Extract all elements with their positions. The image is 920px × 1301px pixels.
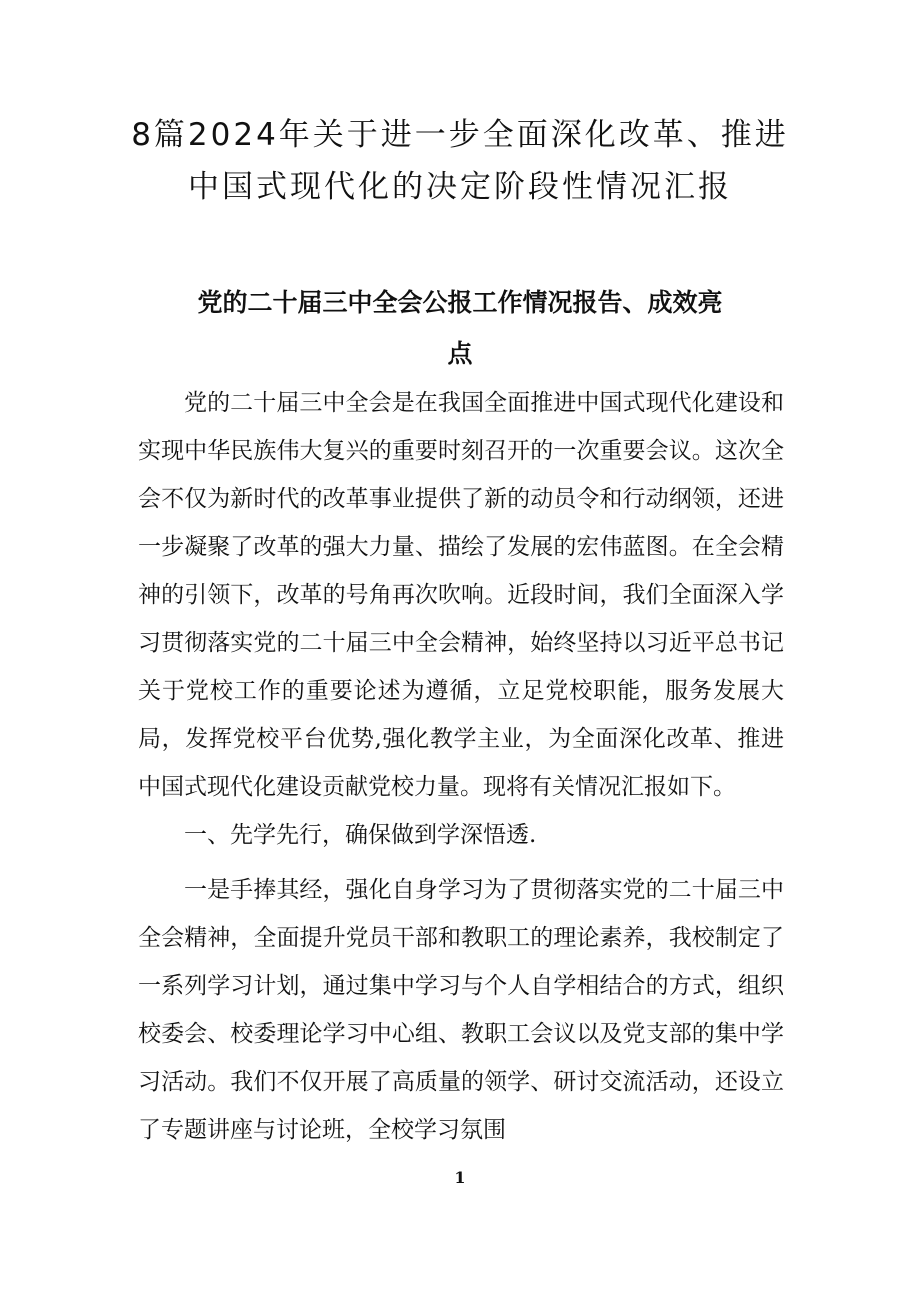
paragraph-study: 一是手捧其经，强化自身学习为了贯彻落实党的二十届三中全会精神，全面提升党员干部和教职工的理论素养，我校制定了一系列学习计划，通过集中学习与个人自学相结合的方式，组织校委会、校委理论学习中心组、教职工会议以及党支部的集中学习活动。我们不仅开展了高质量的领学、研讨交流活动，还设立了专题讲座与讨论班，全校学习氛围 [138,877,784,1143]
section-title-line-2: 点 [447,339,473,368]
paragraph-heading-one: 一、先学先行，确保做到学深悟透. [184,822,537,848]
page-number: 1 [454,1168,466,1187]
document-title-line-1: 8篇2024年关于进一步全面深化改革、推进 [131,117,789,153]
document-title-line-2: 中国式现代化的决定阶段性情况汇报 [188,169,732,205]
paragraph-intro: 党的二十届三中全会是在我国全面推进中国式现代化建设和实现中华民族伟大复兴的重要时刻召开的一次重要会议。这次全会不仅为新时代的改革事业提供了新的动员令和行动纲领，还进一步凝聚了改革的强大力量、描绘了发展的宏伟蓝图。在全会精神的引领下，改革的号角再次吹响。近段时间，我们全面深入学习贯彻落实党的二十届三中全会精神，始终坚持以习近平总书记关于党校工作的重要论述为遵循，立足党校职能，服务发展大局，发挥党校平台优势,强化教学主业，为全面深化改革、推进中国式现代化建设贡献党校力量。现将有关情况汇报如下。 [138,390,784,800]
section-title-line-1: 党的二十届三中全会公报工作情况报告、成效亮 [197,288,723,317]
